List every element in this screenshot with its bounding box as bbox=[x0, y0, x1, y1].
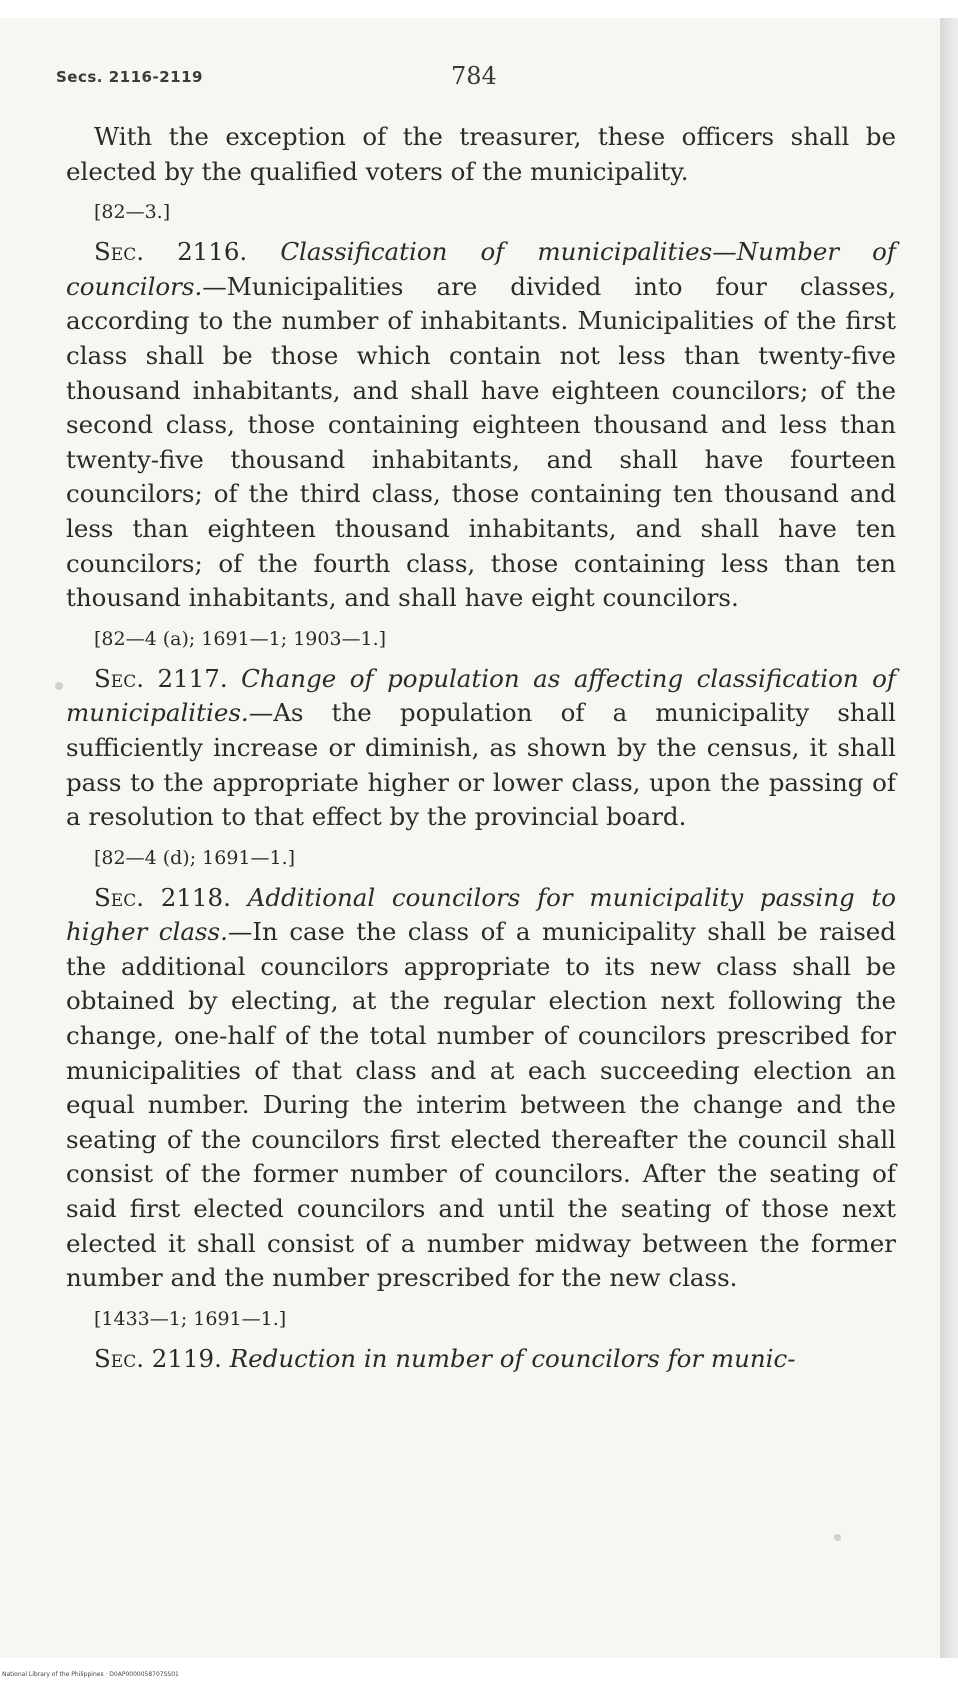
citation-1: [82—3.] bbox=[94, 201, 171, 224]
section-label: Sec. 2119. bbox=[94, 1343, 222, 1373]
scan-smudge bbox=[55, 682, 63, 690]
paragraph-treasurer: With the exception of the treasurer, these officers shall be elected by the qualified voters of the municipality. bbox=[66, 122, 896, 186]
citation-4: [1433—1; 1691—1.] bbox=[94, 1307, 287, 1330]
page-number: 784 bbox=[451, 62, 497, 90]
page-edge-shadow bbox=[940, 18, 958, 1658]
scan-source-line: National Library of the Philippines · D0AP0000058707SS01 bbox=[2, 1671, 179, 1678]
citation-2: [82—4 (a); 1691—1; 1903—1.] bbox=[94, 627, 387, 650]
section-2117 bbox=[66, 662, 896, 835]
section-title: Additional councilors for municipality passing to higher class. bbox=[66, 882, 897, 947]
section-label: Sec. 2118. bbox=[94, 882, 231, 912]
section-2116 bbox=[66, 235, 896, 616]
section-label: Sec. 2116. bbox=[94, 237, 248, 267]
running-header bbox=[56, 62, 878, 92]
page-body bbox=[66, 120, 896, 1376]
citation-3: [82—4 (d); 1691—1.] bbox=[94, 846, 296, 869]
section-text: —In case the class of a municipality shall be raised the additional councilors appropriate to its new class shall be obtained by electing, at the regular election next following the change, one-half of the total number of councilors prescribed for municipalities of that class and at each succeeding election an equal number. During the interim between the change and the seating of the councilors first elected thereafter the council shall consist of the former number of councilors. After the seating of said first elected councilors and until the seating of those next elected it shall consist of a number midway between the former number and the number prescribed for the new class. bbox=[66, 917, 896, 1293]
section-title: Change of population as affecting classification of municipalities. bbox=[66, 663, 896, 728]
section-2119 bbox=[66, 1342, 896, 1377]
section-title: Reduction in number of councilors for munic- bbox=[229, 1343, 796, 1373]
section-label: Sec. 2117. bbox=[94, 663, 228, 693]
section-range: Secs. 2116-2119 bbox=[56, 68, 203, 86]
section-title: Classification of municipalities—Number of councilors. bbox=[66, 237, 896, 301]
section-text: —Municipalities are divided into four classes, according to the number of inhabitants. Municipalities of the first class shall be those which contain not less than twenty-five thousand inhabitants, and shall have eighteen councilors; of the second class, those containing eighteen thousand and less than twenty-five thousand inhabitants, and shall have fourteen councilors; of the third class, those containing ten thousand and less than eighteen thousand inhabitants, and shall have ten councilors; of the fourth class, those containing less than ten thousand inhabitants, and shall have eight councilors. bbox=[66, 271, 896, 613]
section-2118 bbox=[66, 881, 896, 1296]
section-text: —As the population of a municipality shall sufficiently increase or diminish, as shown by the census, it shall pass to the appropriate higher or lower class, upon the passing of a resolution to that effect by the provincial board. bbox=[66, 698, 896, 832]
scan-smudge bbox=[834, 1534, 841, 1541]
scan-footer bbox=[0, 1658, 958, 1682]
